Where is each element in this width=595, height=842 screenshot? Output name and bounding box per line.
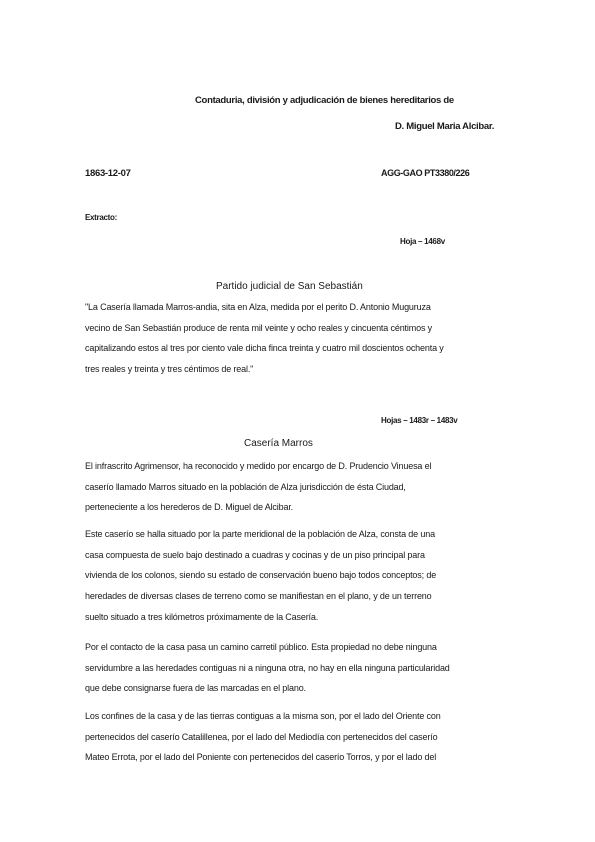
text-line: que debe consignarse fuera de las marcadas en el plano. bbox=[85, 683, 306, 694]
text-line: vecino de San Sebastián produce de renta mil veinte y ocho reales y cincuenta céntimos y bbox=[85, 322, 433, 333]
quote-paragraph bbox=[85, 297, 515, 380]
text-line: El infrascrito Agrimensor, ha reconocido y medido por encargo de D. Prudencio Vinuesa el bbox=[85, 461, 432, 471]
extract-label: Extracto: bbox=[85, 213, 117, 222]
text-line: Mateo Errota, por el lado del Poniente con pertenecidos del caserío Torros, y por el lado del bbox=[85, 752, 437, 763]
text-line: Este caserío se halla situado por la parte meridional de la población de Alza, consta de una bbox=[85, 529, 435, 539]
text-line: servidumbre a las heredades contiguas ni a ninguna otra, no hay en ella ninguna particularidad bbox=[85, 662, 450, 673]
document-title-line-2: D. Miguel Maria Alcibar. bbox=[395, 121, 495, 132]
body-paragraph-2 bbox=[85, 524, 515, 628]
document-date: 1863-12-07 bbox=[85, 168, 131, 179]
text-line: heredades de diversas clases de terreno como se manifiestan en el plano, y de un terreno bbox=[85, 591, 432, 602]
text-line: "La Casería llamada Marros-andia, sita en Alza, medida por el perito D. Antonio Muguruza bbox=[85, 302, 431, 312]
sheet-reference-1: Hoja – 1468v bbox=[400, 237, 445, 246]
text-line: perteneciente a los herederos de D. Miguel de Alcibar. bbox=[85, 502, 294, 513]
text-line: casa compuesta de suelo bajo destinado a cuadras y cocinas y de un piso principal para bbox=[85, 549, 425, 560]
text-line: Por el contacto de la casa pasa un camino carretil público. Esta propiedad no debe ninguna bbox=[85, 642, 437, 652]
body-paragraph-3 bbox=[85, 637, 515, 699]
text-line: caserío llamado Marros situado en la población de Alza jurisdicción de ésta Ciudad, bbox=[85, 481, 406, 492]
document-title-line-1: Contaduria, división y adjudicación de bienes hereditarios de bbox=[195, 95, 454, 106]
sheet-reference-2: Hojas – 1483r – 1483v bbox=[381, 416, 458, 425]
text-line: suelto situado a tres kilómetros próximamente de la Casería. bbox=[85, 611, 319, 622]
section-heading-caseria: Casería Marros bbox=[244, 438, 313, 449]
section-heading-judicial-district: Partido judicial de San Sebastián bbox=[216, 281, 363, 292]
text-line: pertenecidos del caserío Catalilleneа, por el lado del Mediodía con pertenecidos del caserío bbox=[85, 731, 438, 742]
archive-reference: AGG-GAO PT3380/226 bbox=[381, 168, 470, 178]
text-line: tres reales y treinta y tres céntimos de real." bbox=[85, 364, 254, 375]
text-line: vivienda de los colonos, siendo su estado de conservación bueno bajo todos conceptos; de bbox=[85, 570, 437, 581]
text-line: Los confines de la casa y de las tierras contiguas a la misma son, por el lado del Oriente con bbox=[85, 711, 441, 721]
body-paragraph-4 bbox=[85, 706, 515, 768]
text-line: capitalizando estos al tres por ciento vale dicha finca treinta y cuatro mil doscientos ochenta y bbox=[85, 343, 444, 354]
body-paragraph-1 bbox=[85, 456, 515, 518]
